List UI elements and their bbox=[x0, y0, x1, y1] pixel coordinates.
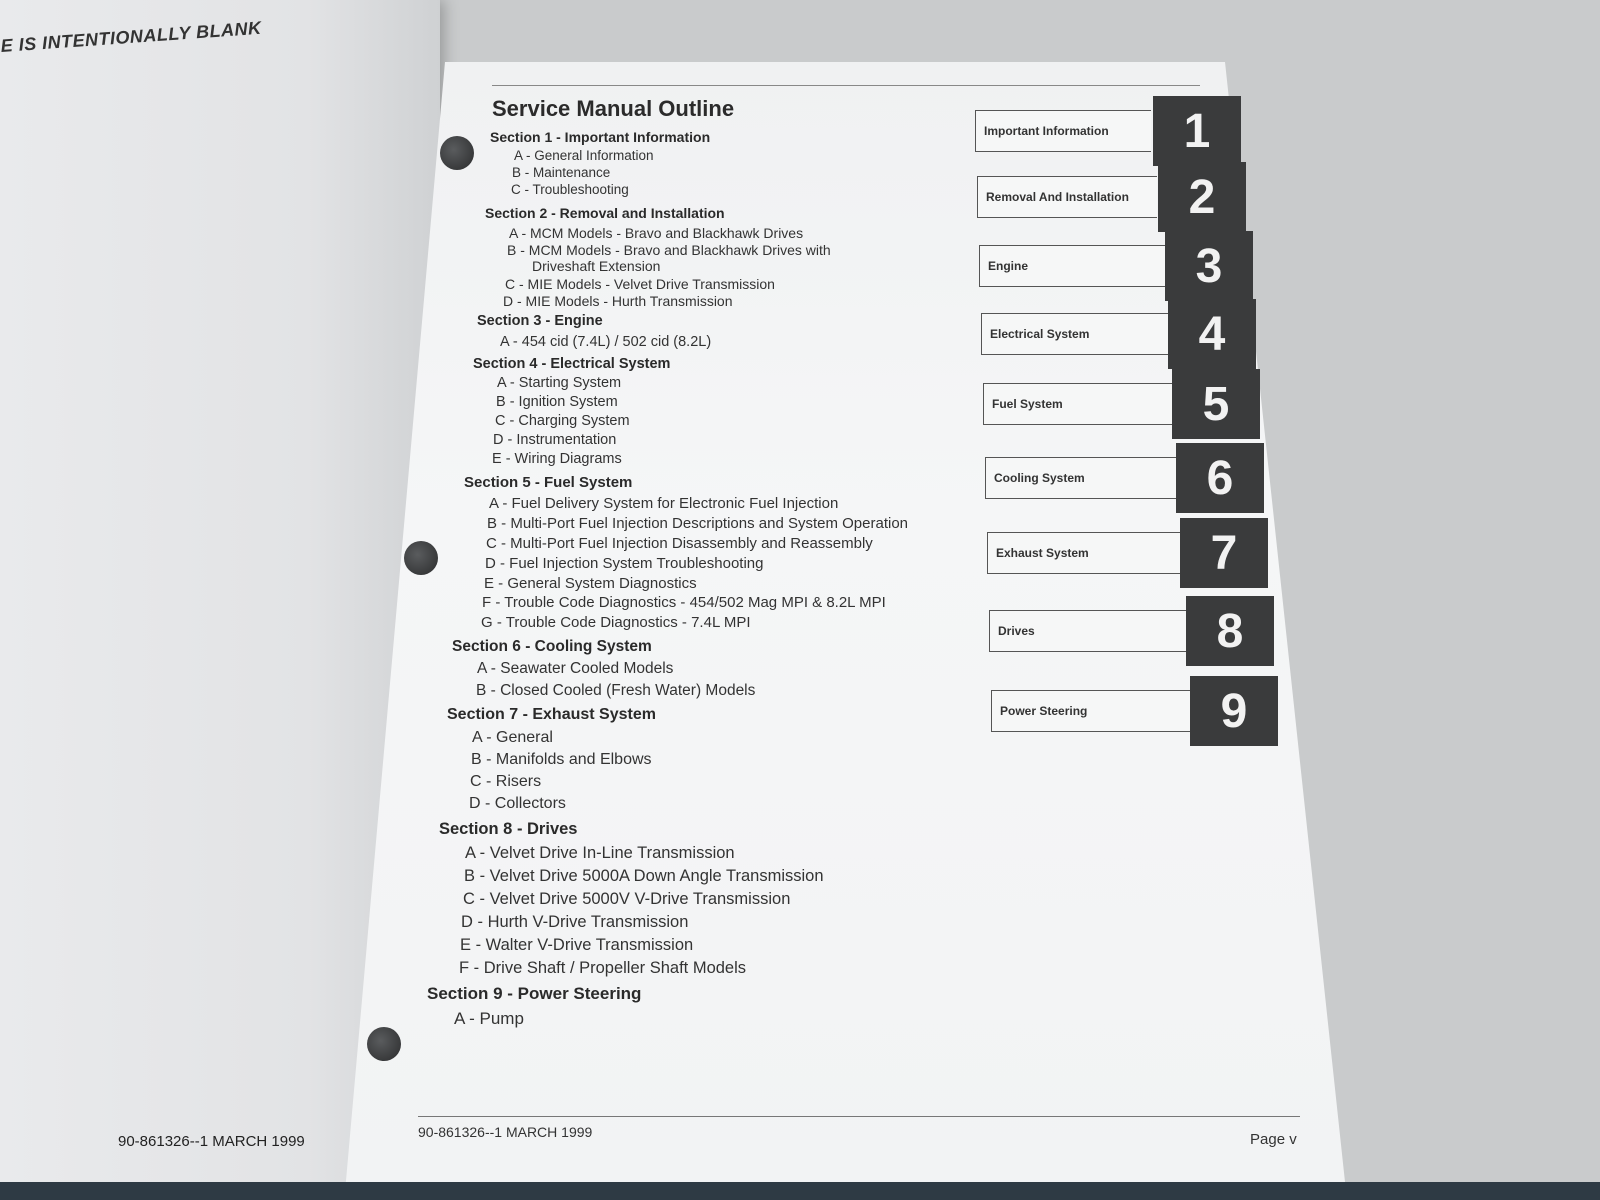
section-heading: Section 4 - Electrical System bbox=[473, 356, 671, 372]
section-tab-number: 9 bbox=[1190, 676, 1278, 746]
outline-item: C - Troubleshooting bbox=[511, 182, 629, 197]
outline-item: D - Collectors bbox=[469, 795, 566, 812]
section-heading: Section 8 - Drives bbox=[439, 820, 578, 838]
outline-item: C - Multi-Port Fuel Injection Disassembly and Reassembly bbox=[486, 535, 873, 552]
outline-item: D - MIE Models - Hurth Transmission bbox=[503, 293, 733, 309]
outline-item: A - Velvet Drive In-Line Transmission bbox=[465, 844, 735, 862]
section-heading: Section 3 - Engine bbox=[477, 313, 603, 329]
section-tab-label: Cooling System bbox=[985, 457, 1179, 499]
outline-item: A - Pump bbox=[454, 1009, 524, 1028]
outline-item: E - Walter V-Drive Transmission bbox=[460, 936, 694, 954]
section-tab-number: 2 bbox=[1158, 162, 1246, 232]
left-page-header: E IS INTENTIONALLY BLANK bbox=[0, 17, 263, 56]
binder-hole bbox=[440, 136, 474, 170]
section-heading: Section 5 - Fuel System bbox=[464, 474, 633, 491]
section-tab-number: 1 bbox=[1153, 96, 1241, 166]
section-heading: Section 1 - Important Information bbox=[490, 129, 711, 145]
section-tab-number: 8 bbox=[1186, 596, 1274, 666]
section-tab-label: Fuel System bbox=[983, 383, 1173, 425]
outline-item: D - Hurth V-Drive Transmission bbox=[461, 913, 689, 931]
section-tab-number: 5 bbox=[1172, 369, 1260, 439]
outline-item: B - Manifolds and Elbows bbox=[471, 751, 652, 768]
outline-item: A - Fuel Delivery System for Electronic Fuel Injection bbox=[489, 495, 839, 512]
outline-item: E - General System Diagnostics bbox=[484, 575, 697, 592]
outline-item: A - General Information bbox=[514, 148, 654, 163]
outline-item: C - Charging System bbox=[495, 413, 630, 429]
outline-item: F - Drive Shaft / Propeller Shaft Models bbox=[459, 959, 747, 977]
section-tab-label: Important Information bbox=[975, 110, 1151, 152]
section-heading: Section 6 - Cooling System bbox=[452, 638, 652, 655]
page-title: Service Manual Outline bbox=[492, 96, 735, 121]
outline-item: A - Starting System bbox=[497, 375, 622, 391]
outline-item: Driveshaft Extension bbox=[532, 258, 661, 274]
binder-hole bbox=[404, 541, 438, 575]
outline-item: B - Maintenance bbox=[512, 165, 611, 180]
background-surface bbox=[0, 1182, 1600, 1200]
section-tab-label: Power Steering bbox=[991, 690, 1193, 732]
section-tab-label: Removal And Installation bbox=[977, 176, 1157, 218]
outline-item: F - Trouble Code Diagnostics - 454/502 Mag MPI & 8.2L MPI bbox=[482, 594, 886, 611]
outline-item: B - Closed Cooled (Fresh Water) Models bbox=[476, 682, 756, 699]
section-tab-label: Drives bbox=[989, 610, 1189, 652]
outline-item: A - Seawater Cooled Models bbox=[477, 660, 674, 677]
outline-item: B - Velvet Drive 5000A Down Angle Transmission bbox=[464, 867, 824, 885]
section-tab-label: Exhaust System bbox=[987, 532, 1183, 574]
section-tab-number: 7 bbox=[1180, 518, 1268, 588]
outline-item: C - Risers bbox=[470, 773, 542, 790]
section-heading: Section 2 - Removal and Installation bbox=[485, 205, 725, 221]
section-tab-number: 3 bbox=[1165, 231, 1253, 301]
bottom-rule bbox=[418, 1116, 1300, 1117]
outline-item: B - Ignition System bbox=[496, 394, 618, 410]
outline-item: C - Velvet Drive 5000V V-Drive Transmission bbox=[463, 890, 791, 908]
outline-item: E - Wiring Diagrams bbox=[492, 451, 622, 467]
footer-doc-number: 90-861326--1 MARCH 1999 bbox=[418, 1124, 593, 1140]
section-tab-number: 4 bbox=[1168, 299, 1256, 369]
footer-page-number: Page v bbox=[1250, 1131, 1297, 1148]
outline-item: A - 454 cid (7.4L) / 502 cid (8.2L) bbox=[500, 334, 712, 350]
outline-item: D - Fuel Injection System Troubleshooting bbox=[485, 555, 764, 572]
outline-item: D - Instrumentation bbox=[493, 432, 617, 448]
top-rule bbox=[492, 85, 1200, 86]
section-tab-number: 6 bbox=[1176, 443, 1264, 513]
section-heading: Section 7 - Exhaust System bbox=[447, 706, 656, 723]
binder-hole bbox=[367, 1027, 401, 1061]
outline-item: A - MCM Models - Bravo and Blackhawk Drives bbox=[509, 225, 804, 241]
section-heading: Section 9 - Power Steering bbox=[427, 984, 642, 1003]
outline-item: A - General bbox=[472, 729, 553, 746]
outline-item: G - Trouble Code Diagnostics - 7.4L MPI bbox=[481, 614, 751, 631]
outline-item: B - Multi-Port Fuel Injection Descriptions and System Operation bbox=[487, 515, 909, 532]
left-page-footer: 90-861326--1 MARCH 1999 bbox=[118, 1133, 305, 1150]
outline-item: B - MCM Models - Bravo and Blackhawk Drives with bbox=[507, 242, 831, 258]
section-tab-label: Engine bbox=[979, 245, 1165, 287]
section-tab-label: Electrical System bbox=[981, 313, 1169, 355]
outline-item: C - MIE Models - Velvet Drive Transmission bbox=[505, 276, 775, 292]
